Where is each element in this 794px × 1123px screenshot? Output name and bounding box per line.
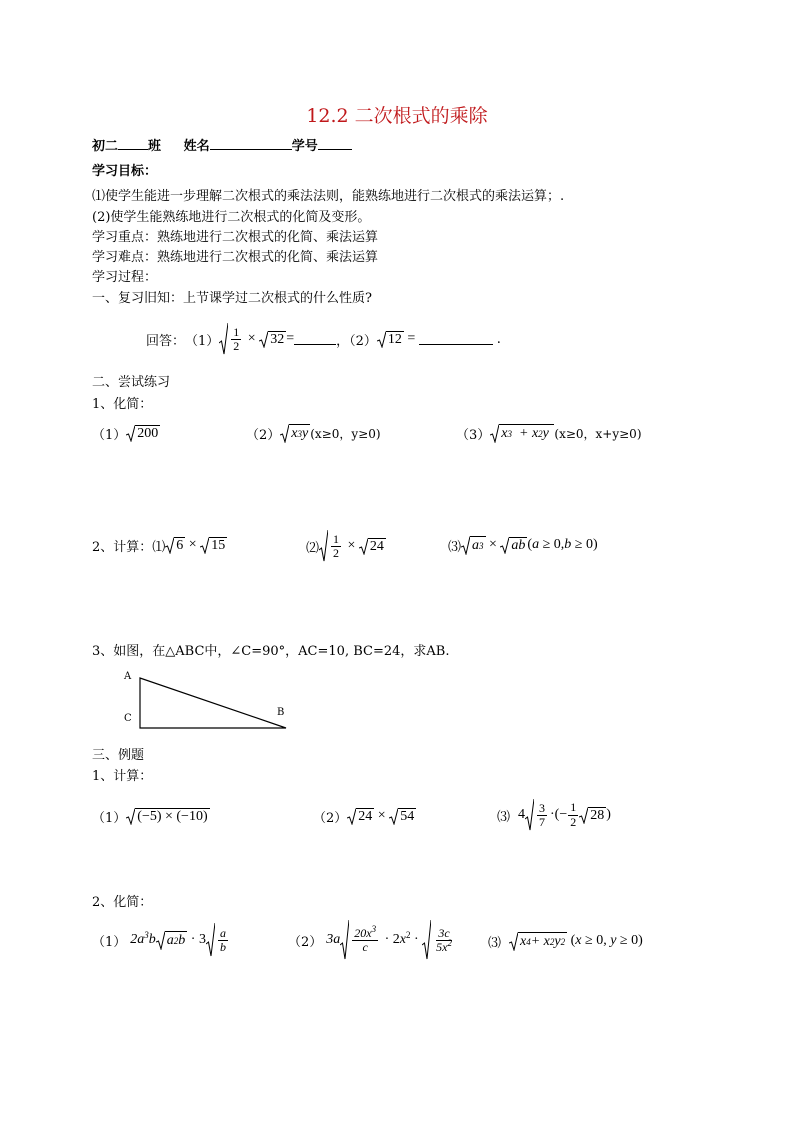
example-1-3: ⑶ 4 $\frac{3}{7}$ ·(− $\frac{1}{2}$ 28 ) <box>497 800 611 829</box>
student-info-line <box>92 135 352 154</box>
number-blank[interactable] <box>318 138 352 150</box>
name-blank[interactable] <box>210 138 292 150</box>
example-2-2: （2） 3a $\frac{20x^3}{c}$ · $2x^2$ · $\frac{3c}{5x^2}$ <box>288 918 457 962</box>
sqrt-x3y: x 3 y <box>280 424 310 443</box>
sqrt-half: $\frac{1}{2}$ <box>219 323 244 355</box>
vertex-B: B <box>277 707 285 718</box>
section2-q3: 3、如图，在△ABC中，∠C=90°，AC=10, BC=24，求AB. <box>92 644 450 659</box>
section3-heading: 三、例题 <box>92 748 145 763</box>
process-line: 学习过程： <box>92 270 158 285</box>
example-2-3: ⑶ x 4 + x 2 y 2 (x ≥ 0, y ≥ 0) <box>488 933 643 951</box>
sqrt-12: 12 <box>377 331 404 348</box>
objectives-heading: 学习目标： <box>92 164 158 179</box>
compute-1: 2、计算：⑴ 6 × 15 <box>92 537 226 555</box>
section2-q1: 1、化简： <box>92 397 153 412</box>
simplify-2: （2） x 3 y (x≥0，y≥0) <box>246 423 381 443</box>
vertex-C: C <box>124 713 132 724</box>
class-label: 班 <box>148 139 162 154</box>
section2-heading: 二、尝试练习 <box>92 375 171 390</box>
compute-3: ⑶ a 3 × ab (a ≥ 0,b ≥ 0) <box>448 537 598 555</box>
difficulty-line: 学习难点：熟练地进行二次根式的化简、乘法运算 <box>92 250 379 265</box>
sqrt-200: 200 <box>126 425 160 442</box>
focus-line: 学习重点：熟练地进行二次根式的化简、乘法运算 <box>92 230 379 245</box>
review-answer: 回答： （1） $\frac{1}{2}$ × 32 = ，（2） 12 = . <box>146 324 501 353</box>
objective-1: ⑴使学生能进一步理解二次根式的乘法法则，能熟练地进行二次根式的乘法运算；. <box>92 189 565 204</box>
compute-2: ⑵ $\frac{1}{2}$ × 24 <box>306 531 384 560</box>
answer-label: 回答： <box>146 333 186 349</box>
section3-q2: 2、化简： <box>92 895 153 910</box>
example-1-1: （1） (−5) × (−10) <box>92 808 208 826</box>
section1-heading: 一、复习旧知：上节课学过二次根式的什么性质? <box>92 291 372 306</box>
part-1-label: （1） <box>185 333 220 349</box>
example-2-1: （1） $2a^3b$ a 2 b · 3 $\frac{a}{b}$ <box>92 920 231 960</box>
sqrt-32: 32 <box>259 331 286 348</box>
page-title: 12.2 二次根式的乘除 <box>306 105 488 127</box>
section3-q1: 1、计算： <box>92 769 153 784</box>
triangle-shape <box>140 678 286 728</box>
vertex-A: A <box>124 671 132 682</box>
example-1-2: （2） 24 × 54 <box>313 808 415 826</box>
class-blank[interactable] <box>118 138 148 150</box>
answer-blank-1[interactable] <box>294 333 336 345</box>
right-triangle-figure <box>120 668 300 734</box>
objective-2: (2)使学生能熟练地进行二次根式的化简及变形。 <box>92 210 371 225</box>
sqrt-x3-plus-x2y: x 3 + x 2 y <box>490 424 554 443</box>
simplify-1: （1） 200 <box>92 425 159 443</box>
number-label: 学号 <box>291 139 318 154</box>
answer-blank-2[interactable] <box>419 333 493 345</box>
name-label: 姓名 <box>183 139 210 154</box>
part-2-label: ，（2） <box>336 333 377 349</box>
simplify-3: （3） x 3 + x 2 y (x≥0，x+y≥0) <box>456 423 642 443</box>
grade-label: 初二 <box>92 139 119 154</box>
